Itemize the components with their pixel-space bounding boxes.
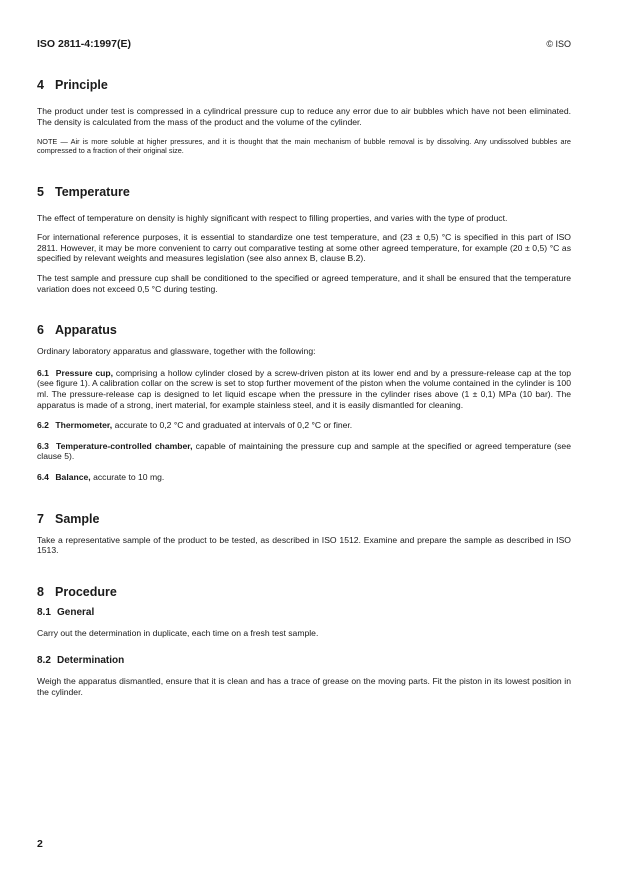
temperature-paragraph-2: For international reference purposes, it is essential to standardize one test temperature, and (23 ± 0,5) °C is specified in this part of ISO 2811. However, it may be more convenient to carry out comparative testing at some other agreed temperature, for example (20 ± 0,5) °C as specified by relevant weights and measures legislation (see also annex B, clause B.2).: [37, 232, 571, 264]
apparatus-item-balance: [37, 472, 571, 483]
general-paragraph: Carry out the determination in duplicate, each time on a fresh test sample.: [37, 627, 319, 638]
subsection-number: 8.2: [37, 655, 51, 667]
item-text: comprising a hollow cylinder closed by a screw-driven piston at its lower end and by a pressure-release cap at the top (see figure 1). A calibration collar on the screw is set to stop further movement of the piston when the volume contained in the cylinder is 100 ml. The pressure-release cap is designed to let liquid escape when the pressure in the cylinder rises above (1 ± 0,1) MPa (10 bar). The apparatus is made of a strong, inert material, for example stainless steel, and it is easily dismantled for cleaning.: [37, 367, 572, 410]
page-header: [37, 38, 571, 58]
section-number: 7: [37, 511, 44, 526]
page-number: 2: [37, 838, 43, 850]
section-title: Principle: [55, 78, 108, 92]
item-text: accurate to 10 mg.: [93, 471, 165, 482]
section-heading-procedure: [37, 585, 571, 599]
determination-paragraph: Weigh the apparatus dismantled, ensure that it is clean and has a trace of grease on the moving parts. Fit the piston in its lowest position in the cylinder.: [37, 676, 571, 697]
section-title: Temperature: [55, 184, 130, 199]
section-title: Procedure: [55, 584, 117, 599]
item-number: 6.4: [37, 471, 49, 482]
section-title: Sample: [55, 511, 100, 526]
section-number: 4: [37, 78, 44, 92]
apparatus-intro: Ordinary laboratory apparatus and glassware, together with the following:: [37, 346, 316, 357]
subsection-number: 8.1: [37, 606, 51, 618]
item-text: accurate to 0,2 °C and graduated at intervals of 0,2 °C or finer.: [114, 420, 353, 431]
section-heading-principle: [37, 78, 571, 92]
item-number: 6.3: [37, 440, 49, 451]
item-lead: Temperature-controlled chamber,: [55, 440, 193, 451]
apparatus-item-chamber: [37, 441, 571, 462]
principle-paragraph: The product under test is compressed in a cylindrical pressure cup to reduce any error due to air bubbles which have not been eliminated. The density is calculated from the mass of the product and the volume of the cylinder.: [37, 106, 571, 127]
section-number: 5: [37, 184, 44, 199]
subsection-heading-general: [37, 607, 571, 619]
item-number: 6.1: [37, 367, 49, 378]
item-lead: Balance,: [55, 471, 91, 482]
item-lead: Pressure cup,: [55, 367, 114, 378]
item-lead: Thermometer,: [55, 420, 113, 431]
apparatus-item-thermometer: [37, 420, 571, 431]
document-page: [37, 38, 571, 697]
section-heading-temperature: [37, 185, 571, 199]
temperature-paragraph-3: The test sample and pressure cup shall be conditioned to the specified or agreed temperature, and it shall be ensured that the temperature variation does not exceed 0,5 °C during testing.: [37, 272, 571, 294]
section-number: 6: [37, 323, 44, 338]
document-id: ISO 2811-4:1997(E): [37, 38, 131, 50]
section-title: Apparatus: [55, 323, 117, 338]
section-heading-sample: [37, 512, 571, 526]
subsection-title: Determination: [57, 655, 125, 667]
copyright-notice: © ISO: [546, 39, 571, 49]
section-number: 8: [37, 584, 44, 599]
temperature-paragraph-1: The effect of temperature on density is highly significant with respect to filling properties, and varies with the type of product.: [37, 212, 508, 223]
item-text: capable of maintaining the pressure cup and sample at the specified or agreed temperature (see clause 5).: [37, 440, 571, 462]
subsection-title: General: [57, 606, 95, 618]
item-number: 6.2: [37, 420, 49, 431]
apparatus-item-pressure-cup: [37, 368, 571, 410]
subsection-heading-determination: [37, 655, 571, 667]
sample-paragraph: Take a representative sample of the product to be tested, as described in ISO 1512. Examine and prepare the sample as described in ISO 1513.: [37, 534, 571, 556]
section-heading-apparatus: [37, 323, 571, 337]
principle-note: NOTE — Air is more soluble at higher pressures, and it is thought that the main mechanism of bubble removal is by dissolving. Any undissolved bubbles are compressed to a fraction of their original size.: [37, 137, 571, 156]
